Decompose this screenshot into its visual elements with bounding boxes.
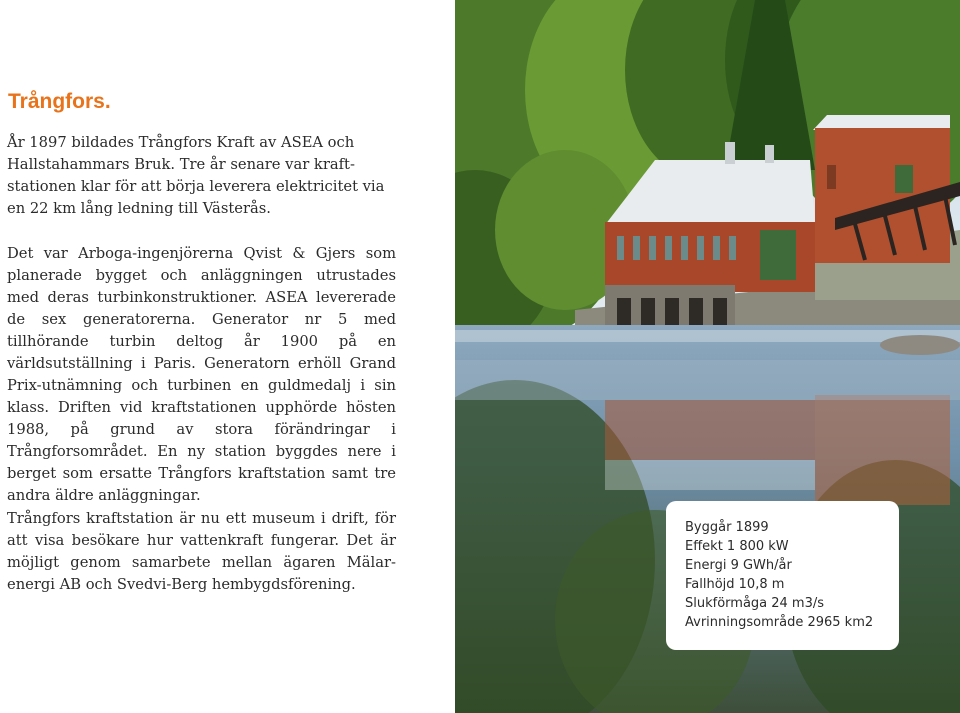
fact-flow-capacity: Slukförmåga 24 m3/s — [685, 596, 825, 611]
fact-head-height: Fallhöjd 10,8 m — [685, 577, 785, 592]
paragraph-construction: Det var Arboga-ingenjörerna Qvist & Gjers som planerade bygget och anläggningen utrustades med deras turbinkonstruktioner. ASEA levererade de sex generatorerna. Generator nr 5 med tillhörande turbin deltog år 1900 på en världsutställning i Paris. Generatorn erhöll Grand Prix-utnämning och turbinen en guldmedalj i sin klass. Driften vid kraftstationen upphörde hösten 1988, på grund av stora förändringar i Trångforsområdet. En ny station byggdes nere i berget som ersatte Trångfors kraftstation samt tre andra äldre anläggningar. — [7, 245, 396, 504]
facts-box — [666, 501, 899, 650]
paragraph-museum: Trångfors kraftstation är nu ett museum i drift, för att visa besökare hur vattenkraft fungerar. Det är möjligt genom samarbete mellan ägaren Mälarenergi AB och Svedvi-Berg hembygdsförening. — [7, 510, 396, 593]
fact-power: Effekt 1 800 kW — [685, 539, 789, 554]
text-column — [0, 0, 455, 713]
paragraph-history: År 1897 bildades Trångfors Kraft av ASEA och Hallstahammars Bruk. Tre år senare var kraftstationen klar för att börja leverera elektricitet via en 22 km lång ledning till Västerås. — [7, 134, 385, 217]
facts-list — [685, 518, 899, 632]
fact-catchment-area: Avrinningsområde 2965 km2 — [685, 615, 874, 630]
page-title: Trångfors. — [8, 90, 111, 113]
fact-energy: Energi 9 GWh/år — [685, 558, 792, 573]
fact-year-built: Byggår 1899 — [685, 520, 769, 535]
